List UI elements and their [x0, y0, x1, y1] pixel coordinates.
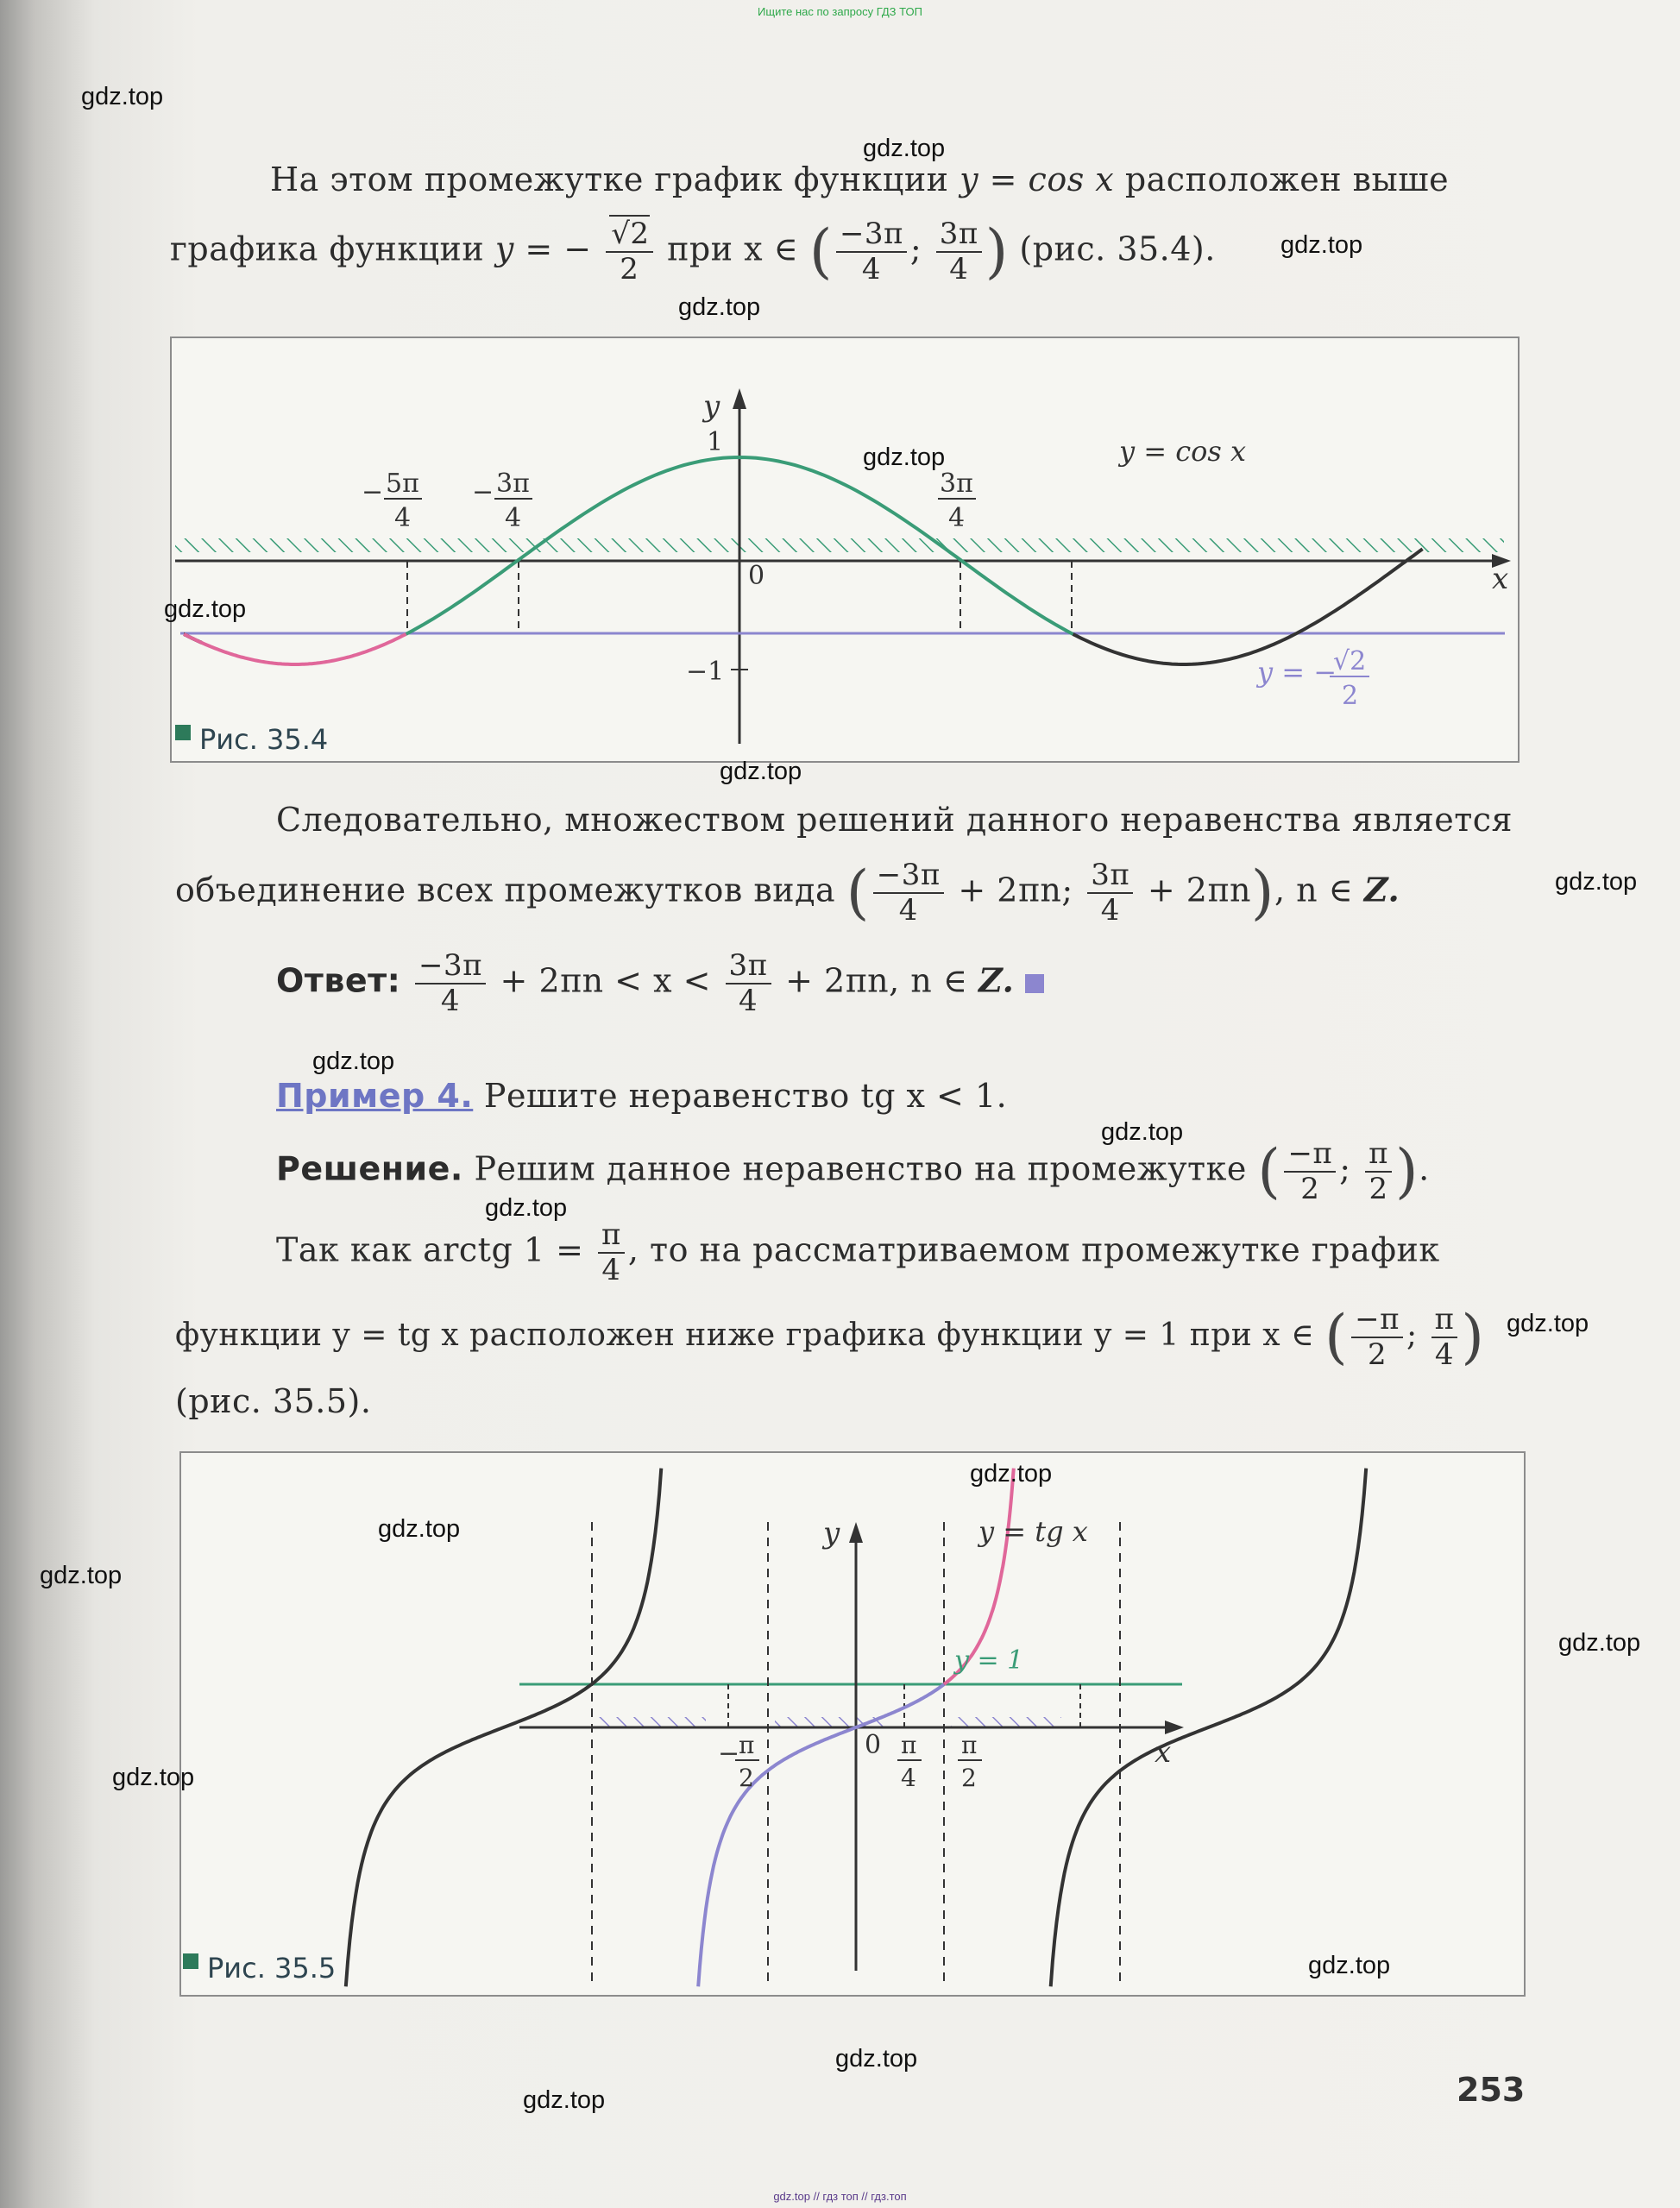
- hatch-band: [175, 538, 1504, 552]
- figure-caption: Рис. 35.5: [207, 1952, 337, 1985]
- tick-minus-one: −1: [686, 657, 725, 687]
- solution-line: Решение. Решим данное неравенство на промежутке ( $\frac{-\pi}{2}$ ; $\frac{\pi}{2}$ ).: [276, 1136, 1430, 1207]
- watermark: gdz.top: [720, 758, 802, 785]
- footer-note: gdz.top // гдз топ // гдз.топ: [773, 2190, 907, 2203]
- label-m3pi4-den: 4: [505, 503, 522, 533]
- watermark: gdz.top: [378, 1515, 461, 1543]
- label-m5pi4-num: 5π: [386, 469, 419, 499]
- header-note: Ищите нас по запросу ГДЗ ТОП: [758, 5, 922, 18]
- watermark: gdz.top: [835, 2045, 918, 2073]
- watermark: gdz.top: [1507, 1310, 1589, 1337]
- watermark: gdz.top: [523, 2086, 606, 2114]
- example-label: Пример 4.: [276, 1077, 474, 1115]
- watermark: gdz.top: [112, 1764, 195, 1791]
- label-mpi2-minus: −: [718, 1739, 740, 1769]
- watermark: gdz.top: [970, 1460, 1053, 1488]
- label-pi2-den: 2: [961, 1764, 977, 1792]
- origin-label: 0: [865, 1730, 882, 1760]
- label-m5pi4-minus: −: [362, 477, 384, 507]
- cos-curve-dark: [184, 549, 1423, 664]
- watermark: gdz.top: [863, 443, 946, 471]
- caption-square: [183, 1953, 198, 1969]
- label-m3pi4-minus: −: [472, 477, 494, 507]
- label-pi4-num: π: [901, 1731, 917, 1759]
- watermark: gdz.top: [40, 1562, 123, 1589]
- origin-label: 0: [748, 561, 765, 591]
- cos-curve-pink: [184, 634, 406, 664]
- para2-line2: объединение всех промежутков вида ( $\frac{-3\pi}{4}$ + 2πn; $\frac{3\pi}{4}$ + 2πn), n ∈ Z.: [175, 858, 1400, 928]
- watermark: gdz.top: [81, 83, 164, 110]
- watermark: gdz.top: [485, 1194, 568, 1222]
- watermark: gdz.top: [1558, 1629, 1641, 1657]
- tan-branch-solution: [698, 1684, 944, 1986]
- cos-label: y = cos x: [1119, 435, 1247, 468]
- caption-square: [175, 725, 191, 740]
- label-pi2-num: π: [961, 1731, 978, 1759]
- line-label-den: 2: [1342, 681, 1359, 711]
- y-axis-label: y: [703, 389, 720, 424]
- figure-35-4: [170, 337, 1520, 763]
- line-label-y: y = −: [1257, 656, 1337, 689]
- para1-line2: графика функции y = − $\frac{√2}{2}$ при x ∈ ( $\frac{-3\pi}{4}$ ; $\frac{3\pi}{4}$ ) (рис. 35.4).: [170, 217, 1216, 287]
- tan-label: y = tg x: [978, 1515, 1088, 1548]
- para3-line2: функции y = tg x расположен ниже графика функции y = 1 при x ∈ ( $\frac{-\pi}{2}$ ; $\frac{\pi}{4}$ ): [175, 1302, 1485, 1373]
- label-mpi2-den: 2: [739, 1764, 754, 1792]
- figure-caption: Рис. 35.4: [199, 723, 329, 756]
- para1-line1: На этом промежутке график функции y = cos x расположен выше: [270, 160, 1450, 198]
- para3-line1: Так как arctg 1 = $\frac{\pi}{4}$ , то на рассматриваемом промежутке график: [276, 1217, 1440, 1288]
- label-mpi2-num: π: [739, 1731, 755, 1759]
- answer-line: Ответ: $\frac{-3\pi}{4}$ + 2πn < x < $\frac{3\pi}{4}$ + 2πn, n ∈ Z.: [276, 949, 1044, 1018]
- x-axis-label: x: [1155, 1735, 1172, 1770]
- para2-line1: Следовательно, множеством решений данного неравенства является: [276, 801, 1513, 839]
- watermark: gdz.top: [312, 1047, 395, 1075]
- line-label: y = 1: [954, 1645, 1024, 1676]
- para3-line3: (рис. 35.5).: [175, 1382, 372, 1420]
- end-square: [1025, 974, 1044, 993]
- watermark: gdz.top: [1308, 1952, 1391, 1979]
- tick-one: 1: [707, 427, 724, 457]
- example4-line: Пример 4. Решите неравенство tg x < 1.: [276, 1077, 1008, 1115]
- watermark: gdz.top: [1555, 868, 1638, 896]
- page-number: 253: [1457, 2071, 1526, 2109]
- label-3pi4-den: 4: [948, 503, 966, 533]
- watermark: gdz.top: [1101, 1118, 1184, 1146]
- label-3pi4-num: 3π: [940, 469, 973, 499]
- label-m5pi4-den: 4: [394, 503, 412, 533]
- line-label-num: √2: [1333, 646, 1367, 676]
- watermark: gdz.top: [678, 293, 761, 321]
- label-m3pi4-num: 3π: [496, 469, 530, 499]
- watermark: gdz.top: [1280, 231, 1363, 259]
- watermark: gdz.top: [164, 595, 247, 623]
- cos-graph: [172, 338, 1518, 761]
- watermark: gdz.top: [863, 135, 946, 162]
- label-pi4-den: 4: [901, 1764, 916, 1792]
- y-axis-label: y: [823, 1516, 840, 1551]
- x-axis-label: x: [1492, 562, 1509, 596]
